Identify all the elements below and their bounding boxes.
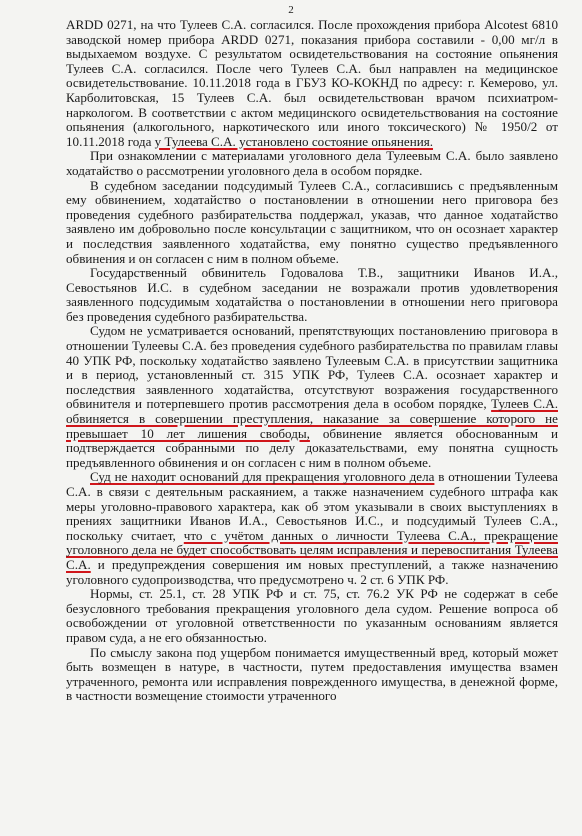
text-segment: в отношении Тулеева С.А. в связи с деятельным раскаянием, а также назначением судебного штрафа как меры уголовно-правового характера, как об этом указывали в своих выступлениях в прениях защитники Иванов И.А., Севостьянов И.С., и подсудимый Тулеев С.А., поскольку считает, [66,469,558,543]
text-segment: обвинение является обоснованным и подтверждается собранными по делу доказательствами, ему понятна сущность предъявленного обвинения и он согласен с ним в полном объеме. [66,425,558,470]
paragraph [66,266,558,324]
text-segment: При ознакомлении с материалами уголовного дела Тулеевым С.А. было заявлено ходатайство о рассмотрении уголовного дела в особом порядке. [66,148,558,178]
text-segment: По смыслу закона под ущербом понимается имущественный вред, который может быть возмещен в натуре, в частности, путем предоставления имущества взамен утраченного, ремонта или исправления поврежденного имущества, в денежной форме, в частности возмещение стоимости утраченного [66,644,558,704]
paragraph [66,149,558,178]
paragraph [66,324,558,470]
text-segment: В судебном заседании подсудимый Тулеев С.А., согласившись с предъявленным ему обвинением, ходатайство о постановлении в отношении него приговора без проведения судебного разбирательства поддержал, указав, что данное ходатайство заявлено им добровольно после консультации с защитником, что он осознает характер и последствия заявленного ходатайства, ему понятно существо предъявленного обвинения и он согласен с ним в полном объеме. [66,177,558,266]
paragraph [66,470,558,587]
text-segment: ARDD 0271, на что Тулеев С.А. согласился. После прохождения прибора Alcotest 6810 заводской номер прибора ARDD 0271, показания прибора составили - 0,00 мг/л в выдыхаемом воздухе. С результатом освидетельствования на состояние опьянения Тулеев С.А. согласился. После чего Тулеев С.А. был направлен на медицинское освидетельствование. 10.11.2018 года в ГБУЗ КО-КОКНД по адресу: г. Кемерово, ул. Карболитовская, 15 Тулеев С.А. был освидетельствован врачом психиатром-наркологом. В соответствии с актом медицинского освидетельствования на состояние опьянения (алкогольного, наркотического или иного токсического) № 1950/2 от 10.11.2018 года [66,17,558,149]
underlined-text: Суд не находит оснований для прекращения уголовного дела [90,469,435,485]
text-segment: и предупреждения совершения им новых преступлений, а также назначению уголовного судопроизводства, что предусмотрено ч. 2 ст. 6 УПК РФ. [66,556,558,587]
text-segment: Нормы, ст. 25.1, ст. 28 УПК РФ и ст. 75, ст. 76.2 УК РФ не содержат в себе безусловного требования прекращения уголовного дела судом. Решение вопроса об освобождении от уголовной ответственности по указанным основаниям является правом суда, а не его обязанностью. [66,586,558,645]
underlined-text: что с учётом данных о личности Тулеева С.А., прекращение уголовного дела не будет способствовать целям исправления и перевоспитания Тулеева С.А. [66,527,558,572]
paragraph [66,587,558,645]
paragraph [66,646,558,704]
document-body [66,0,558,704]
underlined-text: у Тулеева С.А. установлено состояние опьянения. [154,133,434,149]
paragraph [66,179,558,267]
text-segment: Государственный обвинитель Годовалова Т.В., защитники Иванов И.А., Севостьянов И.С. в судебном заседании не возражали против удовлетворения заявленного подсудимым ходатайства о постановлении в отношении него приговора без проведения судебного разбирательства. [66,265,558,324]
page-number: 2 [288,4,294,16]
paragraph [66,18,558,149]
text-segment: Судом не усматривается оснований, препятствующих постановлению приговора в отношении Тулеевы С.А. без проведения судебного разбирательства по правилам главы 40 УПК РФ, поскольку ходатайство заявлено Тулеевым С.А. в присутствии защитника и в период, установленный ст. 315 УПК РФ, Тулеев С.А. осознает характер и последствия заявленного ходатайства, отсутствуют возражения государственного обвинителя и потерпевшего против рассмотрения дела в особом порядке, [66,323,558,412]
underlined-text: Тулеев С.А. обвиняется в совершении преступления, наказание за совершение которого не превышает 10 лет лишения свободы, [66,396,558,441]
